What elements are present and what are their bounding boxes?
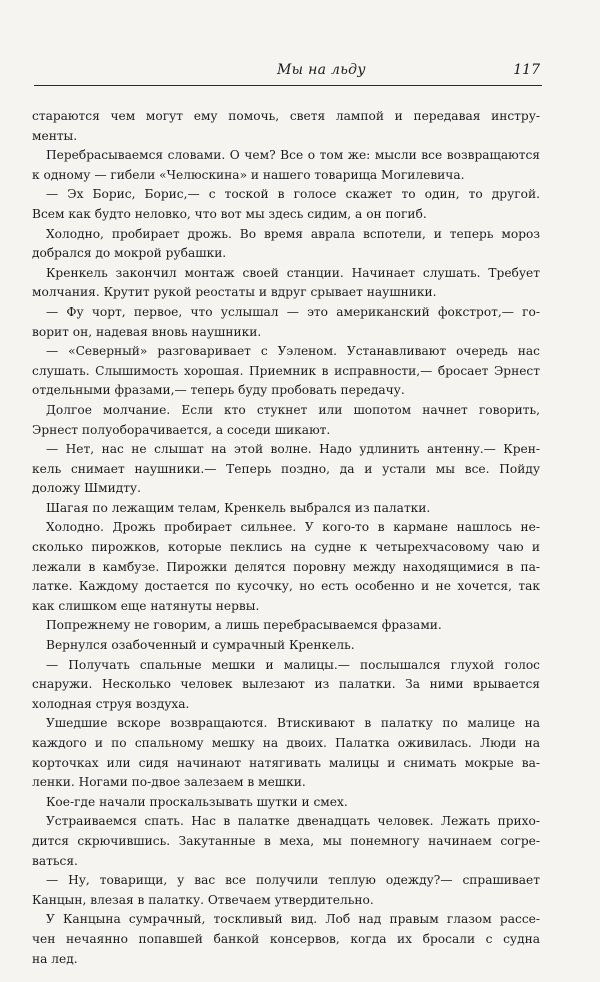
text-line: снаружи. Несколько человек вылезают из палатки. За ними врывается [32,677,540,692]
text-line: Устраиваемся спать. Нас в палатке двенадцать человек. Лежать прихо- [46,814,540,829]
text-line: — «Северный» разговаривает с Уэленом. Устанавливают очередь нас [46,344,540,359]
text-line: Ушедшие вскоре возвращаются. Втискивают в палатку по малице на [46,716,540,731]
text-line: Перебрасываемся словами. О чем? Все о том же: мысли все возвращаются [46,148,540,163]
text-line: Долгое молчание. Если кто стукнет или шопотом начнет говорить, [46,402,540,417]
text-line: слушать. Слышимость хорошая. Приемник в исправности,— бросает Эрнест [32,363,540,378]
text-line: Эрнест полуоборачивается, а соседи шикают. [32,422,331,437]
text-line: — Нет, нас не слышат на этой волне. Надо удлинить антенну.— Крен- [46,442,540,457]
text-line: дится скрючившись. Закутанные в меха, мы понемногу начинаем согре- [32,833,540,848]
text-line: ворит он, надевая вновь наушники. [32,324,262,339]
text-line: латке. Каждому достается по кусочку, но есть особенно и не хочется, так [32,579,540,594]
text-line: Кое-где начали проскальзывать шутки и смех. [46,794,348,809]
text-line: Холодно. Дрожь пробирает сильнее. У кого-то в кармане нашлось не- [46,520,540,535]
text-line: Канцын, влезая в палатку. Отвечаем утвердительно. [32,892,374,907]
text-line: кель снимает наушники.— Теперь поздно, да и устали мы все. Пойду [32,461,540,476]
text-line: — Получать спальные мешки и малицы.— послышался глухой голос [46,657,540,672]
text-line: У Канцына сумрачный, тоскливый вид. Лоб над правым глазом рассе- [46,912,540,927]
text-line: корточках или сидя начинают натягивать малицы и снимать мокрые ва- [32,755,540,770]
text-line: лежали в камбузе. Пирожки делятся поровну между находящимися в па- [32,559,540,574]
running-title: Мы на льду [277,62,366,78]
text-line: Всем как будто неловко, что вот мы здесь сидим, а он погиб. [32,206,427,221]
text-line: доложу Шмидту. [32,481,141,496]
text-line: менты. [32,128,78,143]
text-line: Вернулся озабоченный и сумрачный Кренкель. [46,638,355,653]
text-line: холодная струя воздуха. [32,696,190,711]
text-line: ваться. [32,853,78,868]
text-line: Шагая по лежащим телам, Кренкель выбрался из палатки. [46,500,431,515]
text-line: — Эх Борис, Борис,— с тоской в голосе скажет то один, то другой. [46,187,540,202]
text-line: стараются чем могут ему помочь, светя лампой и передавая инстру- [32,109,540,123]
body-text [32,107,540,969]
text-line: — Ну, товарищи, у вас все получили теплую одежду?— спрашивает [46,873,540,888]
text-line: как слишком еще натянуты нервы. [32,598,260,613]
text-line: отдельными фразами,— теперь буду пробовать передачу. [32,383,405,398]
text-line: каждого и по спальному мешку на двоих. Палатка оживилась. Люди на [32,736,540,750]
text-line: на лед. [32,951,78,966]
page-number: 117 [513,62,540,78]
header-rule [34,85,542,86]
text-line: ленки. Ногами по-двое залезаем в мешки. [32,775,306,790]
text-line: Кренкель закончил монтаж своей станции. Начинает слушать. Требует [46,265,540,280]
page-header [34,62,544,82]
text-line: чен нечаянно попавшей банкой консервов, когда их бросали с судна [32,931,540,946]
text-line: к одному — гибели «Челюскина» и нашего товарища Могилевича. [32,167,465,182]
text-line: добрался до мокрой рубашки. [32,246,227,261]
text-line: — Фу чорт, первое, что услышал — это американский фокстрот,— го- [46,304,540,319]
text-line: Попрежнему не говорим, а лишь перебрасываемся фразами. [46,618,442,633]
text-line: молчания. Крутит рукой реостаты и вдруг срывает наушники. [32,285,437,300]
text-line: сколько пирожков, которые пеклись на судне к четырехчасовому чаю и [32,540,540,555]
text-line: Холодно, пробирает дрожь. Во время аврала вспотели, и теперь мороз [46,226,540,241]
